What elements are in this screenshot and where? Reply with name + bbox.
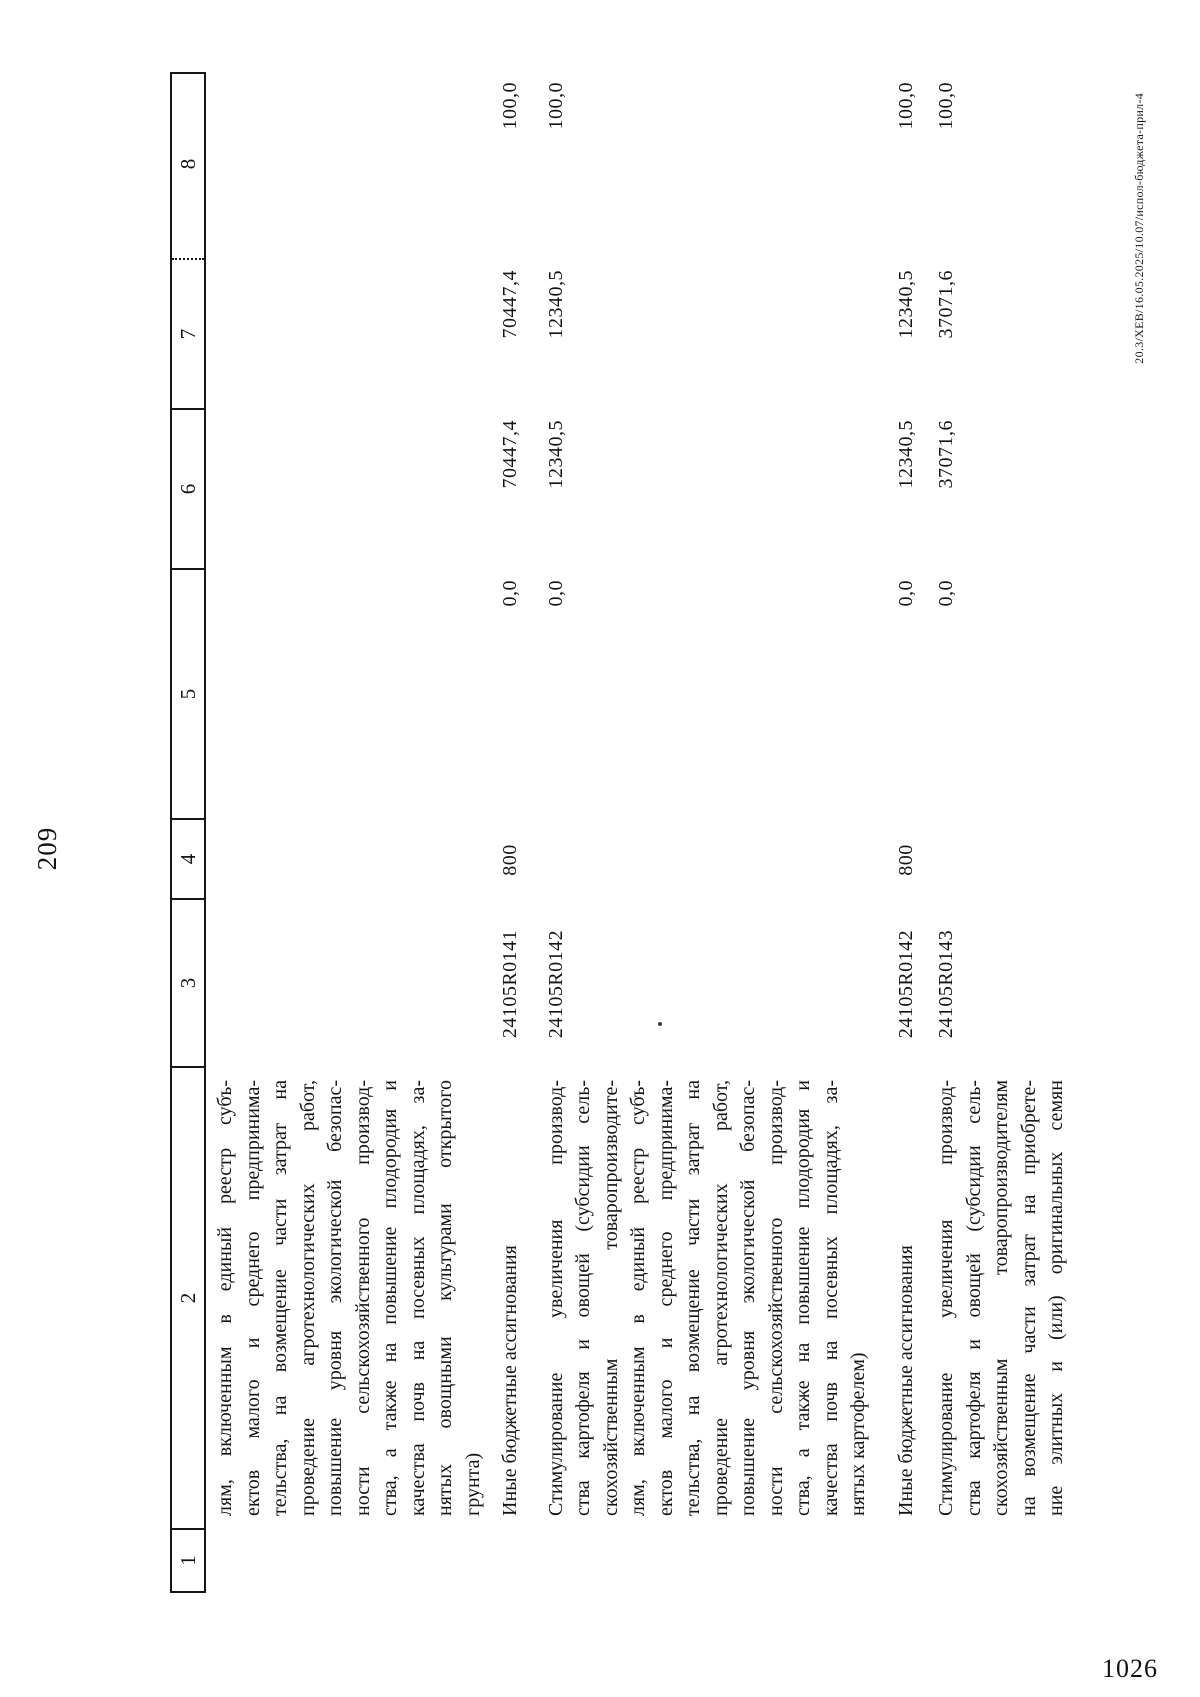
value-cell-8: 100,0 [544,82,567,130]
value-cell-7: 70447,4 [499,270,521,339]
name-line: ектов малого и среднего предпринима- [241,1080,264,1516]
table-row [893,72,921,1593]
value-cell-6: 70447,4 [499,420,521,489]
header-cell-6: 6 [172,408,204,568]
header-cell-1: 1 [172,1528,204,1591]
scan-speck [658,1022,662,1026]
header-cell-7: 7 [172,258,204,408]
name-line: лям, включенным в единый реестр субъ- [214,1080,236,1516]
expense-type-cell: 800 [894,844,917,876]
value-cell-8: 100,0 [499,82,521,130]
footer-note: 20.3/ХЕВ/16.05.2025/10.07/испол-бюджета-прил-4 [1132,93,1146,364]
name-line: повышение уровня экологической безопас- [737,1080,759,1516]
code-cell: 24105R0141 [499,929,521,1039]
name-line: нятых овощными культурами открытого [434,1080,456,1516]
value-cell-6: 37071,6 [935,420,957,489]
name-line: грунта) [461,1452,484,1516]
table-body [206,72,1071,1593]
name-line: Иные бюджетные ассигнования [894,1245,917,1516]
value-cell-6: 12340,5 [544,420,567,489]
value-cell-6: 12340,5 [894,420,917,489]
name-line: ектов малого и среднего предпринима- [654,1080,677,1516]
name-line: лям, включенным в единый реестр субъ- [627,1080,649,1516]
name-line: ства, а также на повышение плодородия и [379,1080,401,1516]
scan-page-number: 1026 [1102,1654,1158,1683]
name-line: проведение агротехнологических работ, [296,1080,319,1516]
header-cell-5: 5 [172,568,204,818]
name-line: скохозяйственным товаропроизводителям [990,1080,1012,1516]
table-row [497,72,525,1593]
header-cell-8: 8 [175,158,200,170]
name-line: скохозяйственным товаропроизводите- [599,1080,622,1516]
name-line: ние элитных и (или) оригинальных семян [1045,1080,1067,1516]
name-line: Иные бюджетные ассигнования [499,1245,521,1516]
row-name [212,1068,487,1530]
row-name [497,1068,525,1530]
header-cell-2: 2 [172,1066,204,1528]
name-line: ства картофеля и овощей (субсидии сель- [572,1080,594,1516]
name-line: на возмещение части затрат на приобрете- [1017,1080,1040,1516]
value-cell-7: 12340,5 [544,270,567,339]
name-line: ства картофеля и овощей (субсидии сель- [962,1080,985,1516]
name-line: ности сельскохозяйственного производ- [351,1080,374,1516]
header-cell-3: 3 [172,898,204,1066]
name-line: повышение уровня экологической безопас- [324,1080,346,1516]
code-cell: 24105R0142 [544,929,567,1039]
code-cell: 24105R0142 [894,929,917,1039]
name-line: ности сельскохозяйственного производ- [764,1080,787,1516]
name-line: тельства, на возмещение части затрат на [682,1080,704,1516]
table-row [933,72,1071,1593]
expense-type-cell: 800 [499,844,521,876]
code-cell: 24105R0143 [935,929,957,1039]
value-cell-5: 0,0 [935,580,957,607]
name-line: проведение агротехнологических работ, [709,1080,732,1516]
value-cell-5: 0,0 [544,580,567,607]
name-line: нятых картофелем) [847,1352,869,1516]
value-cell-8: 100,0 [935,82,957,130]
table-row [212,72,487,1593]
name-line: ства, а также на повышение плодородия и [792,1080,814,1516]
value-cell-5: 0,0 [894,580,917,607]
row-name [893,1068,921,1530]
table-header-row [170,72,206,1593]
value-cell-7: 37071,6 [935,270,957,339]
name-line: Стимулирование увеличения производ- [935,1080,957,1516]
name-line: качества почв на посевных площадях, за- [819,1080,842,1516]
name-line: качества почв на посевных площадях, за- [406,1080,429,1516]
row-name [543,1068,873,1530]
sheet-number: 209 [32,826,62,871]
value-cell-8: 100,0 [894,82,917,130]
name-line: Стимулирование увеличения производ- [544,1080,567,1516]
name-line: тельства, на возмещение части затрат на [269,1080,291,1516]
value-cell-7: 12340,5 [894,270,917,339]
row-name [933,1068,1071,1530]
header-cell-4: 4 [172,818,204,898]
value-cell-5: 0,0 [499,580,521,607]
table-row [543,72,873,1593]
